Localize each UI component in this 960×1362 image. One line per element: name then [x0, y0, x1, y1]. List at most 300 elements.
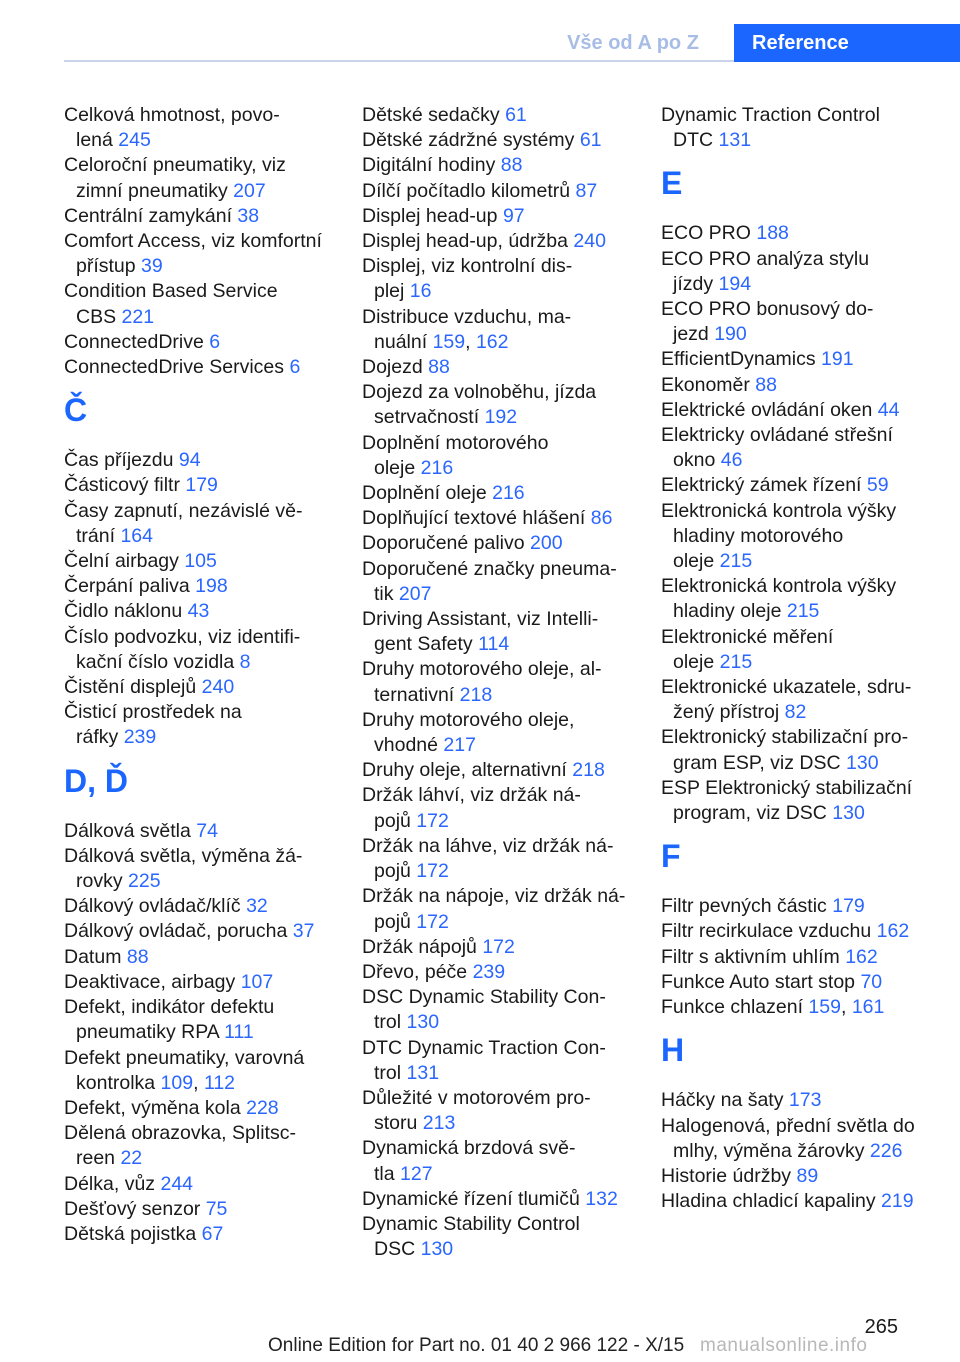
page-reference-link[interactable]: 228	[246, 1096, 279, 1119]
index-entry	[661, 398, 943, 423]
index-entry-text: ECO PRO bonusový do-	[661, 298, 874, 321]
page-reference-link[interactable]: 172	[482, 935, 515, 958]
index-entry-text: rovky	[76, 870, 123, 893]
index-entry-text: pojů	[374, 809, 411, 832]
index-entry	[64, 448, 346, 473]
index-entry-text: nuální	[374, 330, 428, 353]
index-entry-text: plej	[374, 280, 405, 303]
page-reference-link[interactable]: 159	[808, 996, 841, 1019]
page-reference-link[interactable]: 221	[121, 305, 155, 328]
page-reference-link[interactable]: 159	[432, 330, 466, 353]
page-reference-link[interactable]: 67	[201, 1222, 224, 1245]
index-letter-heading: Č	[64, 392, 88, 429]
page-reference-link[interactable]: 215	[719, 550, 753, 573]
index-entry-text: Druhy oleje, alternativní	[362, 759, 567, 782]
index-entry-text: ternativní	[374, 683, 455, 706]
page-reference-link[interactable]: 172	[416, 860, 449, 883]
page-reference-link[interactable]: 219	[881, 1190, 914, 1213]
index-entry	[64, 473, 346, 498]
page-reference-link[interactable]: 127	[400, 1162, 433, 1185]
page-reference-link[interactable]: 217	[443, 734, 476, 757]
index-entry	[362, 1136, 644, 1186]
page-reference-link[interactable]: 22	[120, 1147, 143, 1170]
index-entry-text: pojů	[374, 860, 411, 883]
index-entry	[64, 844, 346, 894]
index-entry-text: Elektronické měření	[661, 625, 834, 648]
index-entry-text: pneumatiky RPA	[76, 1021, 219, 1044]
index-letter-heading: D, Ď	[64, 762, 128, 799]
index-entry-text: Elektronické ukazatele, sdru-	[661, 676, 912, 699]
page-reference-link[interactable]: 240	[201, 676, 235, 699]
index-entry-text: tla	[374, 1162, 395, 1185]
index-entry	[362, 657, 644, 707]
page-reference-link[interactable]: 216	[420, 456, 454, 479]
index-entry-text: Držák nápojů	[362, 935, 477, 958]
page-reference-link[interactable]: 244	[160, 1172, 194, 1195]
index-entry-text: storu	[374, 1112, 418, 1135]
index-entry-text: Deaktivace, airbagy	[64, 970, 236, 993]
reference-tab[interactable]: Reference	[734, 24, 960, 62]
page-reference-link[interactable]: 225	[128, 870, 161, 893]
page-reference-link[interactable]: 162	[475, 330, 509, 353]
index-entry	[362, 229, 644, 254]
page-number: 265	[864, 1316, 898, 1338]
index-entry	[661, 945, 943, 970]
index-entry	[362, 531, 644, 556]
page-reference-link[interactable]: 61	[505, 104, 527, 126]
index-entry	[362, 431, 644, 481]
index-entry	[64, 355, 346, 380]
index-entry-text: Elektronická kontrola výšky	[661, 499, 897, 522]
page-reference-link[interactable]: 6	[289, 356, 301, 379]
index-entry-text: Elektronická kontrola výšky	[661, 575, 897, 598]
index-entry-text: tik	[374, 582, 394, 605]
index-entry-text: mlhy, výměna žárovky	[673, 1139, 865, 1162]
index-entry	[661, 103, 943, 153]
index-entry-text: Datum	[64, 945, 122, 968]
page-reference-link[interactable]: 61	[579, 129, 602, 152]
index-entry-text: jezd	[673, 323, 709, 346]
index-entry-text: Filtr recirkulace vzduchu	[661, 920, 872, 943]
index-entry-text: Elektrické ovládání oken	[661, 398, 873, 421]
index-entry-text: setrvačností	[374, 406, 480, 429]
index-entry-text: přístup	[76, 255, 136, 278]
index-entry	[661, 373, 943, 398]
index-entry	[362, 1086, 644, 1136]
index-entry-text: ECO PRO	[661, 222, 751, 245]
index-entry	[661, 725, 943, 775]
index-entry	[661, 221, 943, 246]
page-reference-link[interactable]: 162	[876, 920, 910, 943]
page-reference-link[interactable]: 8	[239, 650, 251, 673]
index-entry-text: Defekt, výměna kola	[64, 1096, 241, 1119]
page-reference-link[interactable]: 88	[500, 154, 523, 177]
page-reference-link[interactable]: 16	[409, 280, 432, 303]
index-entry-text: oleje	[374, 456, 416, 479]
index-entry-text: Digitální hodiny	[362, 154, 496, 177]
index-entry-text: lená	[76, 129, 113, 152]
page-reference-link[interactable]: 38	[237, 204, 260, 227]
index-entry-text: Druhy motorového oleje,	[362, 708, 575, 731]
index-entry	[64, 1046, 346, 1096]
index-entry	[64, 330, 346, 355]
page-reference-link[interactable]: 172	[416, 809, 449, 832]
index-entry-text: Funkce Auto start stop	[661, 970, 856, 993]
page-reference-link[interactable]: 190	[714, 323, 747, 346]
index-letter-heading: H	[661, 1032, 685, 1069]
page-reference-link[interactable]: 207	[233, 179, 266, 202]
index-entry	[661, 1189, 943, 1214]
page-reference-link[interactable]: 188	[756, 222, 789, 245]
page-ref-separator: ,	[840, 996, 847, 1019]
edition-note: Online Edition for Part no. 01 40 2 966 122 - X/15	[262, 1335, 690, 1357]
index-entry	[661, 625, 943, 675]
index-entry	[661, 423, 943, 473]
page-reference-link[interactable]: 226	[869, 1139, 903, 1162]
index-entry	[362, 481, 644, 506]
index-entry	[362, 960, 644, 985]
page-reference-link[interactable]: 97	[502, 204, 525, 227]
index-column-2	[362, 103, 644, 1262]
index-entry-text: ECO PRO analýza stylu	[661, 247, 870, 270]
index-entry-text: trání	[76, 524, 116, 547]
index-entry	[64, 1222, 346, 1247]
page-reference-link[interactable]: 130	[846, 751, 879, 774]
index-entry-text: Filtr pevných částic	[661, 895, 827, 918]
index-letter-heading: E	[661, 165, 683, 202]
index-entry-text: Dojezd za volnoběhu, jízda	[362, 381, 597, 404]
page-reference-link[interactable]: 107	[240, 970, 274, 993]
index-entry-text: Dálková světla	[64, 819, 191, 842]
page-ref-separator: ,	[465, 330, 471, 353]
page-reference-link[interactable]: 88	[428, 356, 450, 379]
index-entry-text: Celoroční pneumatiky, viz	[64, 154, 286, 177]
index-entry-text: žený přístroj	[673, 701, 780, 724]
index-entry-text: jízdy	[673, 272, 714, 295]
index-entry	[362, 254, 644, 304]
index-entry-text: Čerpání paliva	[64, 575, 190, 598]
page-reference-link[interactable]: 88	[126, 945, 149, 968]
page-reference-link[interactable]: 132	[585, 1187, 618, 1210]
index-entry	[64, 819, 346, 844]
index-entry	[362, 758, 644, 783]
index-entry-text: Dešťový senzor	[64, 1197, 201, 1220]
index-entry	[64, 549, 346, 574]
index-entry	[64, 279, 346, 329]
index-entry-text: pojů	[374, 910, 411, 933]
index-entry	[64, 700, 346, 750]
index-entry-text: Časy zapnutí, nezávislé vě-	[64, 499, 303, 522]
index-entry	[362, 179, 644, 204]
index-entry-text: Dětské zádržné systémy	[362, 129, 575, 152]
index-entry-text: Dělená obrazovka, Splitsc-	[64, 1122, 296, 1145]
page-reference-link[interactable]: 245	[118, 129, 151, 152]
index-entry-text: DTC Dynamic Traction Con-	[362, 1036, 606, 1059]
index-entry	[362, 355, 644, 380]
page-reference-link[interactable]: 112	[203, 1071, 236, 1094]
index-column-1	[64, 103, 346, 1247]
index-entry	[661, 1114, 943, 1164]
index-entry-text: trol	[374, 1061, 402, 1084]
index-entry-text: Dynamická brzdová svě-	[362, 1137, 576, 1160]
page-reference-link[interactable]: 173	[788, 1089, 822, 1112]
page-reference-link[interactable]: 215	[786, 600, 820, 623]
page-reference-link[interactable]: 105	[184, 550, 217, 573]
index-entry	[362, 935, 644, 960]
index-entry	[64, 675, 346, 700]
index-entry-text: Dojezd	[362, 356, 423, 379]
index-entry-text: oleje	[673, 550, 715, 573]
index-entry-text: Comfort Access, viz komfortní	[64, 230, 322, 253]
index-entry-text: Distribuce vzduchu, ma-	[362, 305, 572, 328]
index-entry	[661, 675, 943, 725]
index-entry	[362, 708, 644, 758]
index-entry	[661, 574, 943, 624]
index-entry-text: oleje	[673, 650, 715, 673]
index-entry-text: Elektrický zámek řízení	[661, 474, 862, 497]
index-entry	[64, 1197, 346, 1222]
index-entry-text: Filtr s aktivním uhlím	[661, 945, 840, 968]
page-reference-link[interactable]: 162	[845, 945, 878, 968]
index-entry-text: Ekonoměr	[661, 373, 750, 396]
index-letter-heading: F	[661, 838, 681, 875]
index-entry-text: trol	[374, 1011, 402, 1034]
page-reference-link[interactable]: 109	[160, 1071, 194, 1094]
page-reference-link[interactable]: 164	[120, 524, 153, 547]
page-reference-link[interactable]: 46	[720, 449, 743, 472]
page-reference-link[interactable]: 89	[796, 1164, 819, 1187]
page-reference-link[interactable]: 207	[398, 582, 432, 605]
index-entry	[362, 128, 644, 153]
index-entry	[64, 499, 346, 549]
page-reference-link[interactable]: 215	[719, 650, 753, 673]
index-entry-text: Čisticí prostředek na	[64, 701, 242, 724]
index-entry-text: Historie údržby	[661, 1164, 792, 1187]
index-entry-text: Dětská pojistka	[64, 1222, 197, 1245]
index-entry	[64, 204, 346, 229]
index-entry-text: Funkce chlazení	[661, 996, 803, 1019]
index-entry-text: okno	[673, 449, 716, 472]
index-entry-text: gram ESP, viz DSC	[673, 751, 841, 774]
page-reference-link[interactable]: 88	[755, 373, 777, 396]
index-entry	[362, 985, 644, 1035]
page-reference-link[interactable]: 179	[832, 895, 865, 918]
index-entry-text: program, viz DSC	[673, 802, 827, 825]
page-reference-link[interactable]: 130	[420, 1238, 454, 1261]
page-reference-link[interactable]: 114	[478, 633, 510, 656]
index-entry-text: Číslo podvozku, viz identifi-	[64, 625, 301, 648]
index-entry-text: ConnectedDrive Services	[64, 356, 285, 379]
index-entry	[64, 153, 346, 203]
index-entry	[362, 380, 644, 430]
index-entry	[64, 1096, 346, 1121]
index-entry	[661, 499, 943, 575]
page-reference-link[interactable]: 94	[178, 449, 201, 472]
index-entry	[362, 506, 644, 531]
index-entry	[661, 297, 943, 347]
index-entry	[661, 1164, 943, 1189]
page-reference-link[interactable]: 74	[196, 819, 218, 842]
index-entry	[362, 103, 644, 128]
index-entry-text: vhodné	[374, 734, 438, 757]
page-reference-link[interactable]: 111	[224, 1021, 254, 1044]
page-reference-link[interactable]: 130	[406, 1011, 440, 1034]
index-entry-text: Halogenová, přední světla do	[661, 1114, 915, 1137]
index-entry-text: Doplňující textové hlášení	[362, 507, 586, 530]
page-reference-link[interactable]: 239	[123, 726, 157, 749]
index-entry-text: Háčky na šaty	[661, 1089, 784, 1112]
index-entry-text: ConnectedDrive	[64, 330, 204, 353]
page-reference-link[interactable]: 172	[416, 910, 449, 933]
index-entry	[661, 473, 943, 498]
index-entry-text: DTC	[673, 129, 714, 152]
index-entry-text: Důležité v motorovém pro-	[362, 1086, 591, 1109]
index-entry	[362, 1036, 644, 1086]
index-entry	[362, 884, 644, 934]
index-entry-text: Čelní airbagy	[64, 550, 179, 573]
page-reference-link[interactable]: 86	[590, 507, 613, 530]
index-entry-text: Defekt, indikátor defektu	[64, 996, 275, 1019]
page-reference-link[interactable]: 87	[575, 179, 598, 202]
index-entry-text: Dřevo, péče	[362, 960, 468, 983]
index-entry-text: Condition Based Service	[64, 280, 278, 303]
index-entry-text: Displej, viz kontrolní dis-	[362, 255, 573, 278]
index-entry-text: DSC Dynamic Stability Con-	[362, 986, 606, 1009]
index-entry-text: DSC	[374, 1238, 416, 1261]
index-entry-text: Driving Assistant, viz Intelli-	[362, 608, 599, 631]
page-reference-link[interactable]: 240	[573, 230, 606, 253]
index-entry	[661, 776, 943, 826]
index-entry-text: Dynamické řízení tlumičů	[362, 1187, 580, 1210]
index-entry	[64, 625, 346, 675]
page-reference-link[interactable]: 32	[246, 895, 268, 918]
index-entry	[64, 103, 346, 153]
page-ref-separator: ,	[193, 1071, 199, 1094]
page-reference-link[interactable]: 161	[851, 996, 885, 1019]
index-entry-text: Dálkový ovládač, porucha	[64, 920, 288, 943]
index-entry-text: kační číslo vozidla	[76, 650, 235, 673]
index-entry-text: Dynamic Traction Control	[661, 104, 880, 126]
index-entry	[362, 204, 644, 229]
index-entry-text: Dynamic Stability Control	[362, 1212, 580, 1235]
index-entry-text: gent Safety	[374, 633, 473, 656]
page-reference-link[interactable]: 179	[185, 474, 218, 497]
page-reference-link[interactable]: 192	[484, 406, 518, 429]
index-entry-text: Doporučené palivo	[362, 532, 525, 555]
index-entry	[362, 607, 644, 657]
index-entry-text: CBS	[76, 305, 117, 328]
index-entry-text: Čistění displejů	[64, 676, 197, 699]
page-reference-link[interactable]: 218	[459, 683, 493, 706]
index-entry	[64, 599, 346, 624]
index-entry-text: ráfky	[76, 726, 119, 749]
index-entry-text: Délka, vůz	[64, 1172, 156, 1195]
page-reference-link[interactable]: 43	[187, 600, 210, 623]
page-reference-link[interactable]: 130	[832, 802, 865, 825]
index-entry-text: Čas příjezdu	[64, 449, 174, 472]
index-entry	[362, 153, 644, 178]
page-reference-link[interactable]: 131	[406, 1061, 440, 1084]
index-entry	[661, 1088, 943, 1113]
index-entry	[661, 995, 943, 1020]
index-entry-text: Doporučené značky pneuma-	[362, 557, 617, 580]
index-entry-text: Částicový filtr	[64, 474, 180, 497]
index-entry-text: zimní pneumatiky	[76, 179, 228, 202]
page-reference-link[interactable]: 218	[572, 759, 605, 782]
index-column-3	[661, 103, 943, 1214]
page-reference-link[interactable]: 59	[866, 474, 889, 497]
page-reference-link[interactable]: 39	[141, 255, 163, 278]
index-entry-text: Displej head-up	[362, 204, 498, 227]
page-reference-link[interactable]: 70	[860, 970, 883, 993]
index-entry	[661, 247, 943, 297]
index-entry	[362, 305, 644, 355]
index-entry	[362, 834, 644, 884]
index-entry	[64, 894, 346, 919]
page-reference-link[interactable]: 75	[205, 1197, 228, 1220]
index-entry	[64, 1172, 346, 1197]
page-reference-link[interactable]: 44	[877, 398, 900, 421]
index-entry-text: Držák láhví, viz držák ná-	[362, 784, 581, 807]
index-entry	[362, 557, 644, 607]
watermark: manualsonline.info	[700, 1335, 868, 1356]
page-reference-link[interactable]: 194	[718, 272, 752, 295]
page-reference-link[interactable]: 216	[492, 482, 525, 505]
index-entry-text: ESP Elektronický stabilizační	[661, 776, 913, 799]
index-entry-text: Hladina chladicí kapaliny	[661, 1190, 876, 1213]
page-reference-link[interactable]: 131	[718, 129, 752, 152]
index-entry-text: Dálková světla, výměna žá-	[64, 844, 303, 867]
index-entry	[64, 919, 346, 944]
index-entry	[64, 574, 346, 599]
index-entry	[362, 783, 644, 833]
page-reference-link[interactable]: 37	[292, 920, 315, 943]
index-entry-text: Dílčí počítadlo kilometrů	[362, 179, 571, 202]
page-reference-link[interactable]: 200	[530, 532, 563, 555]
page-reference-link[interactable]: 6	[209, 330, 221, 353]
page-reference-link[interactable]: 82	[784, 701, 807, 724]
index-entry	[362, 1212, 644, 1262]
page-reference-link[interactable]: 198	[195, 575, 228, 598]
index-entry-text: Druhy motorového oleje, al-	[362, 658, 602, 681]
page-reference-link[interactable]: 239	[472, 960, 506, 983]
index-entry-text: Celková hmotnost, povo-	[64, 104, 280, 126]
index-entry	[64, 1121, 346, 1171]
index-entry-text: Elektronický stabilizační pro-	[661, 726, 909, 749]
index-entry	[362, 1187, 644, 1212]
index-entry-text: kontrolka	[76, 1071, 156, 1094]
index-entry	[64, 995, 346, 1045]
index-entry-text: Elektricky ovládané střešní	[661, 424, 893, 447]
index-entry-text: EfficientDynamics	[661, 348, 816, 371]
index-entry	[661, 894, 943, 919]
index-entry-text: Displej head-up, údržba	[362, 230, 568, 253]
index-entry	[64, 945, 346, 970]
index-entry-text: Držák na nápoje, viz držák ná-	[362, 885, 626, 908]
index-entry	[661, 347, 943, 372]
index-entry-text: Držák na láhve, viz držák ná-	[362, 834, 614, 857]
index-entry-text: hladiny oleje	[673, 600, 782, 623]
index-entry-text: Doplnění motorového	[362, 431, 549, 454]
index-entry-text: reen	[76, 1147, 116, 1170]
page-reference-link[interactable]: 191	[821, 348, 854, 371]
index-entry-text: Dálkový ovládač/klíč	[64, 895, 241, 918]
page-reference-link[interactable]: 213	[422, 1112, 456, 1135]
index-entry-text: Defekt pneumatiky, varovná	[64, 1046, 305, 1069]
index-entry	[661, 970, 943, 995]
index-entry	[64, 229, 346, 279]
section-tab[interactable]: Vše od A po Z	[567, 32, 699, 54]
